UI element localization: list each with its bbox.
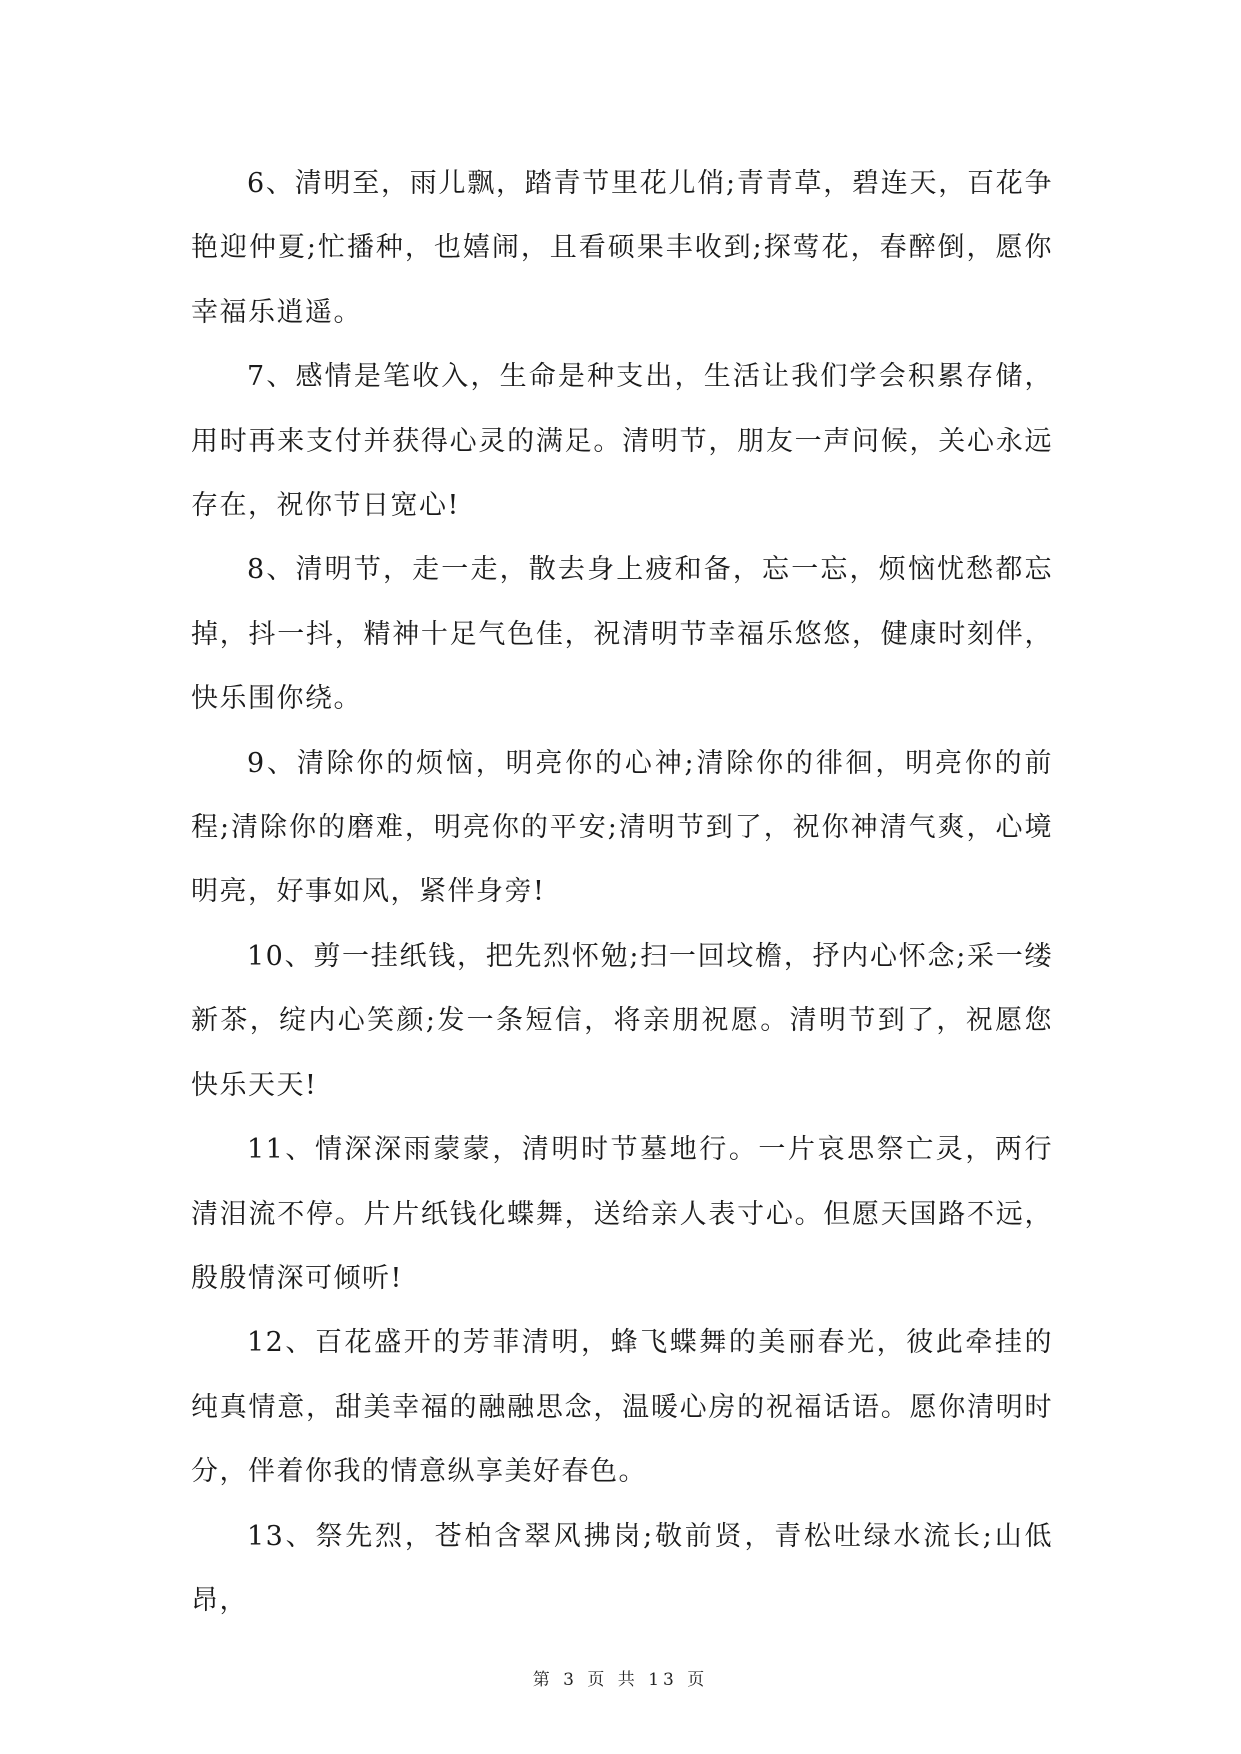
paragraph-12: 12、百花盛开的芳菲清明，蜂飞蝶舞的美丽春光，彼此牵挂的纯真情意，甜美幸福的融融思念，温暖心房的祝福话语。愿你清明时分，伴着你我的情意纵享美好春色。 <box>191 1327 1053 1488</box>
paragraph-9: 9、清除你的烦恼，明亮你的心神;清除你的徘徊，明亮你的前程;清除你的磨难，明亮你的平安;清明节到了，祝你神清气爽，心境明亮，好事如风，紧伴身旁! <box>191 747 1053 908</box>
paragraph-7: 7、感情是笔收入，生命是种支出，生活让我们学会积累存储，用时再来支付并获得心灵的满足。清明节，朋友一声问候，关心永远存在，祝你节日宽心! <box>191 361 1053 522</box>
page-number-footer: 第 3 页 共 13 页 <box>532 1670 709 1690</box>
paragraph-6: 6、清明至，雨儿飘，踏青节里花儿俏;青青草，碧连天，百花争艳迎仲夏;忙播种，也嬉闹，且看硕果丰收到;探莺花，春醉倒，愿你幸福乐逍遥。 <box>191 168 1053 328</box>
paragraph-8: 8、清明节，走一走，散去身上疲和备，忘一忘，烦恼忧愁都忘掉，抖一抖，精神十足气色佳，祝清明节幸福乐悠悠，健康时刻伴，快乐围你绕。 <box>191 554 1053 715</box>
paragraph-10: 10、剪一挂纸钱，把先烈怀勉;扫一回坟檐，抒内心怀念;采一缕新茶，绽内心笑颜;发一条短信，将亲朋祝愿。清明节到了，祝愿您快乐天天! <box>191 940 1053 1101</box>
paragraph-11: 11、情深深雨蒙蒙，清明时节墓地行。一片哀思祭亡灵，两行清泪流不停。片片纸钱化蝶舞，送给亲人表寸心。但愿天国路不远，殷殷情深可倾听! <box>191 1134 1053 1294</box>
page-body <box>191 152 1053 1633</box>
paragraph-13: 13、祭先烈，苍柏含翠风拂岗;敬前贤，青松吐绿水流长;山低昂， <box>191 1520 1053 1616</box>
